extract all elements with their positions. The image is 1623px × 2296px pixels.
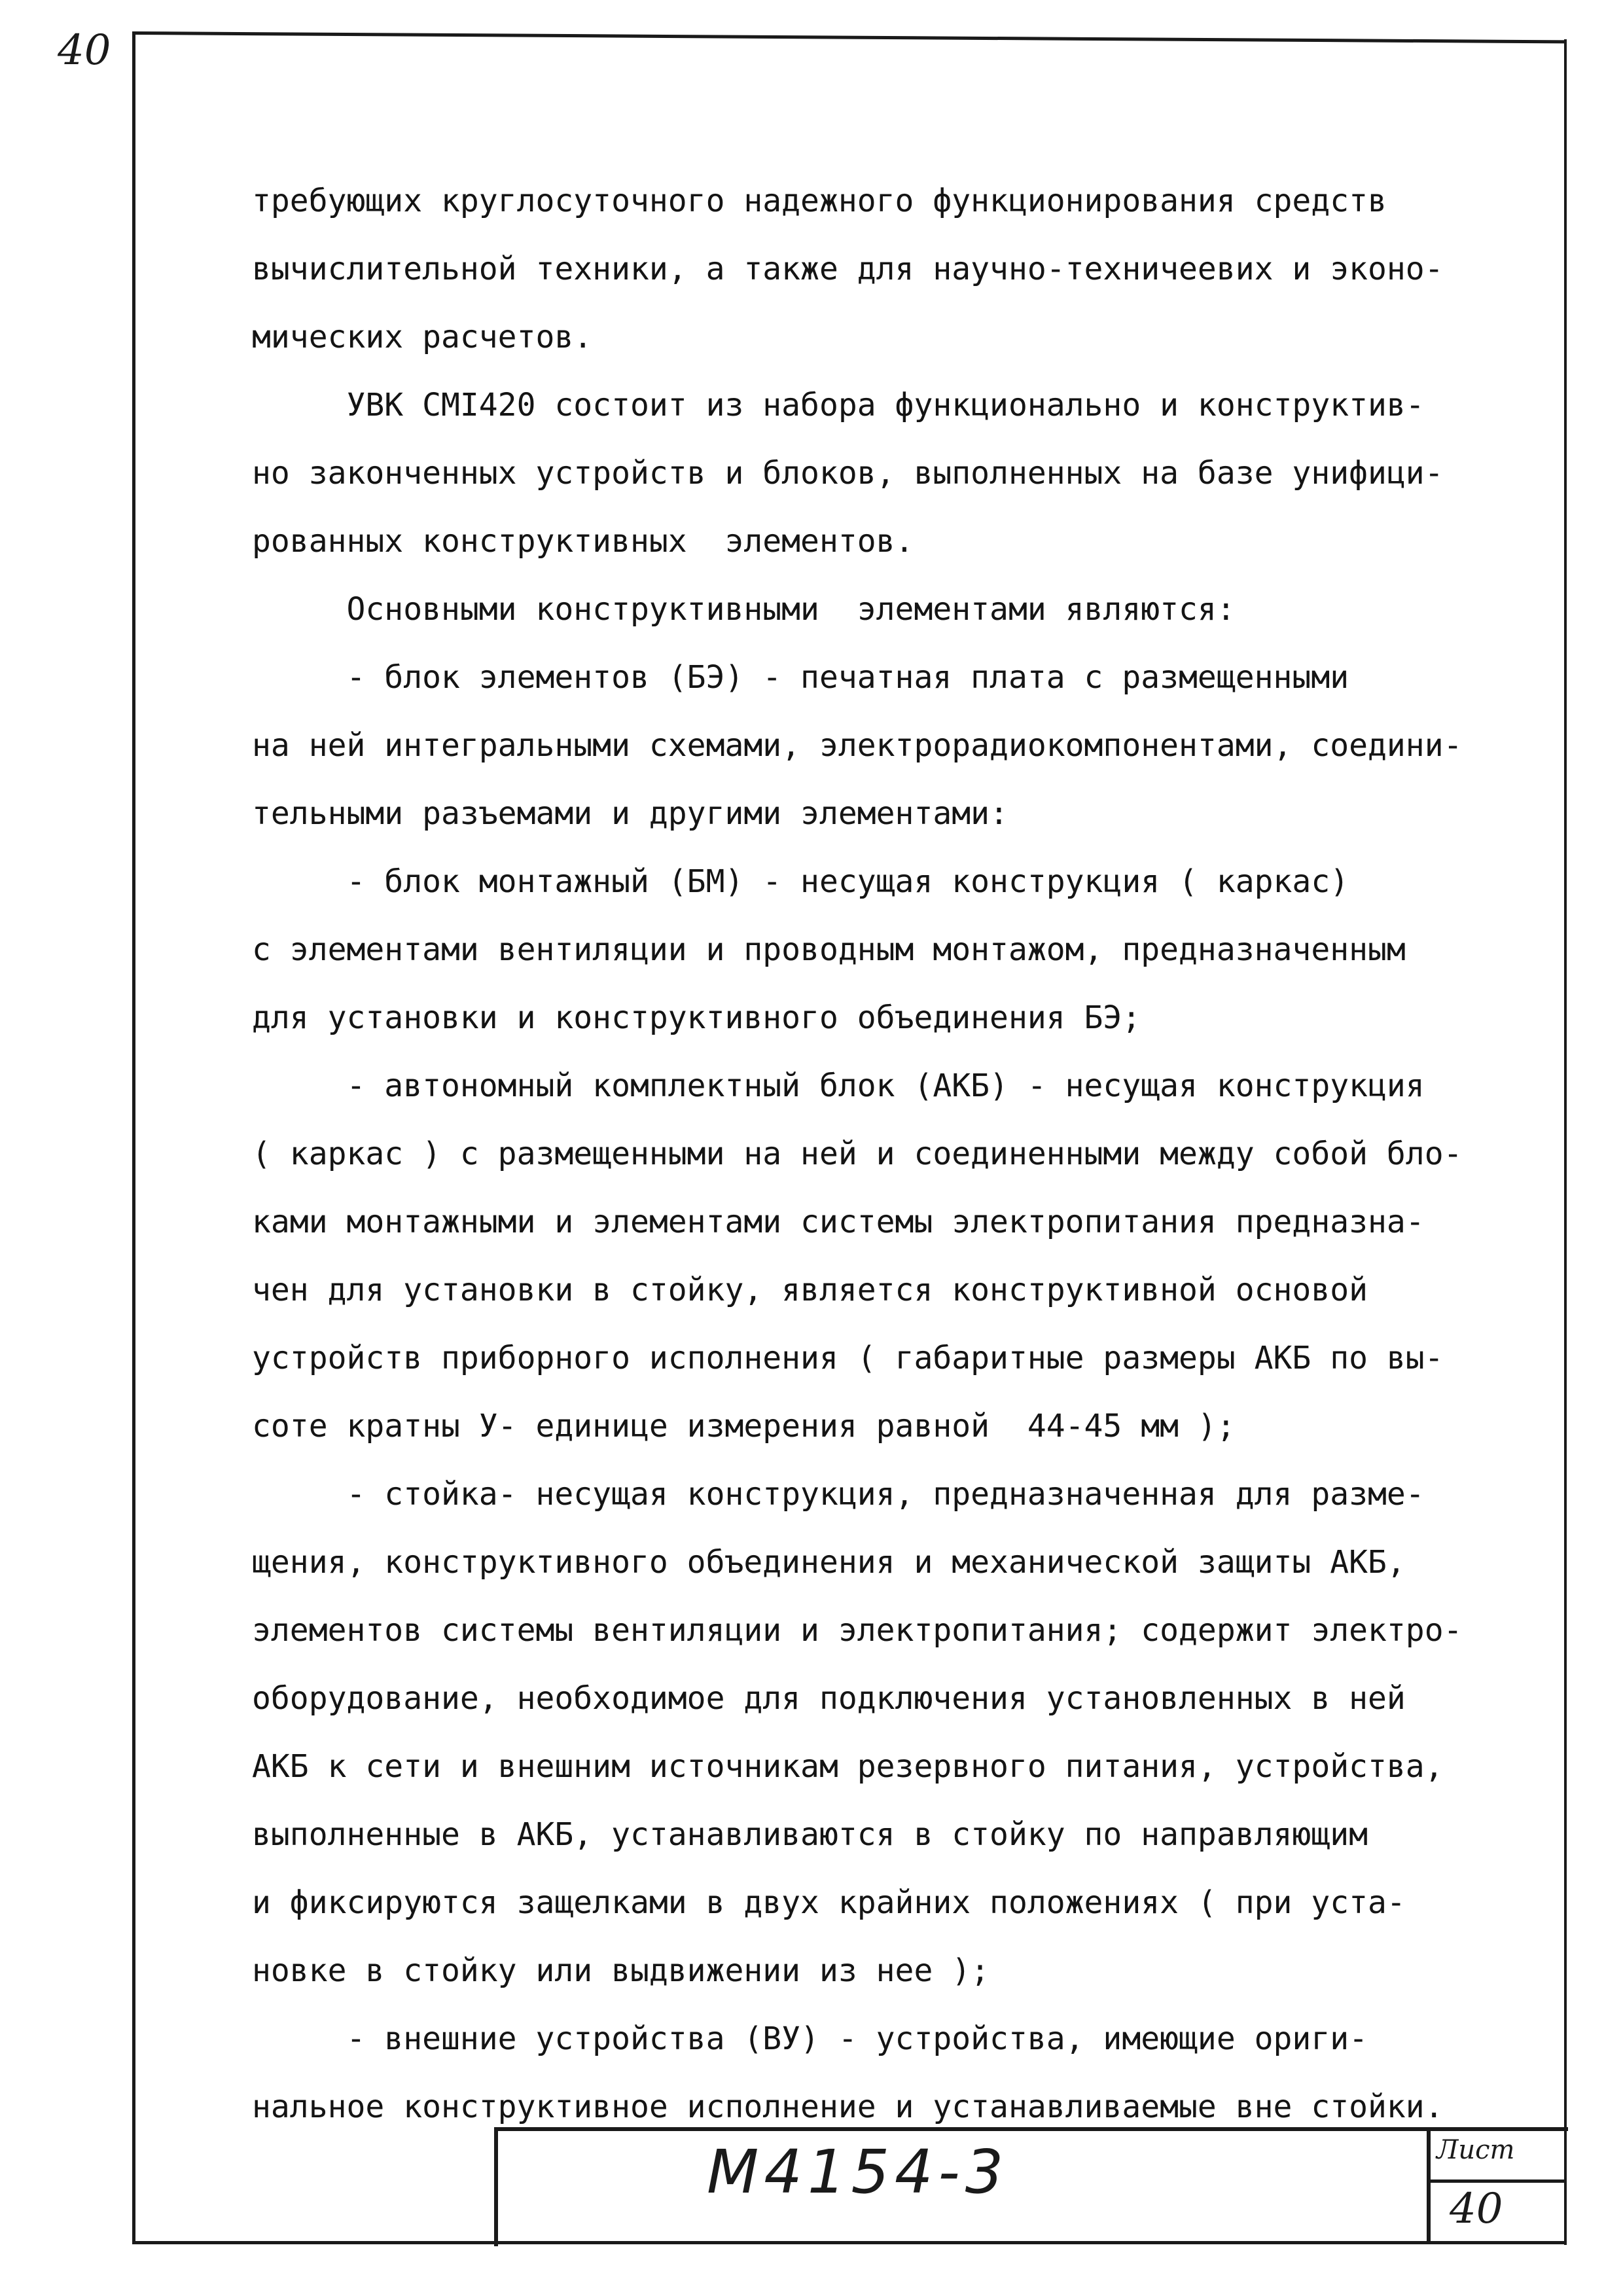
frame-left-border	[132, 31, 135, 2244]
text-line: вычислительной техники, а также для научно-техничеевих и эконо-	[252, 251, 1444, 287]
text-line: оборудование, необходимое для подключения установленных в ней	[252, 1680, 1406, 1717]
text-line: УВК CMI420 состоит из набора функционально и конструктив-	[252, 387, 1425, 423]
document-code: М4154-3	[707, 2137, 1009, 2207]
text-line: устройств приборного исполнения ( габаритные размеры АКБ по вы-	[252, 1340, 1444, 1376]
text-line: ( каркас ) с размещенными на ней и соединенными между собой бло-	[252, 1136, 1463, 1172]
text-line: требующих круглосуточного надежного функционирования средств	[252, 183, 1387, 219]
text-line: - блок элементов (БЭ) - печатная плата с размещенными	[252, 659, 1349, 696]
text-line: на ней интегральными схемами, электрорадиокомпонентами, соедини-	[252, 727, 1463, 764]
sheet-cell-divider	[1427, 2179, 1564, 2183]
corner-page-number: 40	[58, 26, 111, 75]
frame-top-border	[134, 31, 1565, 43]
text-line: ками монтажными и элементами системы электропитания предназна-	[252, 1204, 1425, 1240]
text-line: тельными разъемами и другими элементами:	[252, 795, 1008, 832]
text-line: - внешние устройства (ВУ) - устройства, имеющие ориги-	[252, 2020, 1368, 2057]
text-line: элементов системы вентиляции и электропитания; содержит электро-	[252, 1612, 1463, 1649]
title-block-stamp	[494, 2127, 1568, 2246]
text-line: и фиксируются защелками в двух крайних положениях ( при уста-	[252, 1884, 1406, 1921]
sheet-number: 40	[1450, 2185, 1503, 2233]
text-line: чен для установки в стойку, является конструктивной основой	[252, 1272, 1368, 1308]
text-line: выполненные в АКБ, устанавливаются в стойку по направляющим	[252, 1816, 1368, 1853]
text-line: щения, конструктивного объединения и механической защиты АКБ,	[252, 1544, 1406, 1581]
text-line: мических расчетов.	[252, 319, 593, 355]
document-body	[252, 167, 1535, 2141]
text-line: нальное конструктивное исполнение и устанавливаемые вне стойки.	[252, 2089, 1444, 2125]
text-line: новке в стойку или выдвижении из нее );	[252, 1952, 990, 1989]
text-line: для установки и конструктивного объединения БЭ;	[252, 999, 1141, 1036]
frame-right-border	[1564, 39, 1567, 2245]
text-line: - блок монтажный (БМ) - несущая конструкция ( каркас)	[252, 863, 1349, 900]
text-line: - автономный комплектный блок (АКБ) - несущая конструкция	[252, 1067, 1425, 1104]
text-line: Основными конструктивными элементами являются:	[252, 591, 1236, 628]
text-line: рованных конструктивных элементов.	[252, 523, 914, 560]
sheet-label: Лист	[1436, 2135, 1515, 2165]
text-line: - стойка- несущая конструкция, предназначенная для разме-	[252, 1476, 1425, 1513]
text-line: но законченных устройств и блоков, выполненных на базе унифици-	[252, 455, 1444, 492]
text-line: соте кратны У- единице измерения равной 44-45 мм );	[252, 1408, 1236, 1444]
text-line: АКБ к сети и внешним источникам резервного питания, устройства,	[252, 1748, 1444, 1785]
text-line: с элементами вентиляции и проводным монтажом, предназначенным	[252, 931, 1406, 968]
